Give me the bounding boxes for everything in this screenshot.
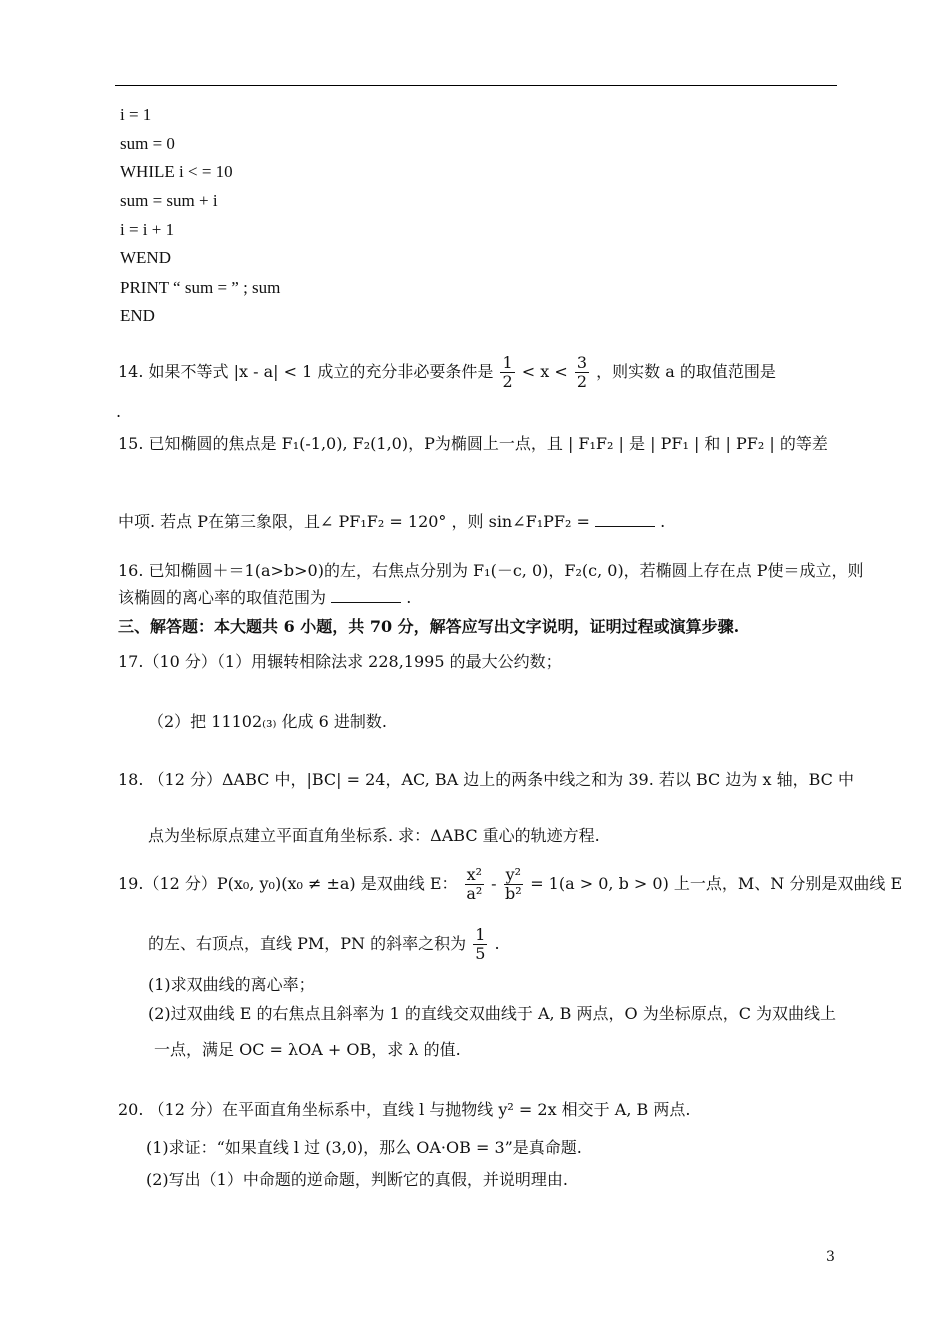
fraction-one-half: $\frac{1}{2}$	[502, 353, 513, 391]
question-19-line2	[148, 924, 500, 964]
q14-suffix: ，则实数 a 的取值范围是	[596, 362, 776, 381]
q15-line2-text: 中项. 若点 P在第三象限，且∠ PF₁F₂ = 120° ，则 sin∠F₁PF₂ =	[118, 512, 590, 531]
fraction-one-fifth: $\frac{1}{5}$	[475, 925, 486, 963]
code-line: i = 1	[120, 105, 152, 124]
answer-blank	[331, 588, 401, 603]
question-20-line1: 20. （12 分）在平面直角坐标系中，直线 l 与抛物线 y² = 2x 相交于 A, B 两点.	[118, 1100, 691, 1119]
page-number: 3	[826, 1249, 835, 1265]
answer-blank	[595, 516, 655, 527]
question-16-line1: 16. 已知椭圆＋＝1(a>b>0)的左，右焦点分别为 F₁(－c, 0)，F₂(c, 0)，若椭圆上存在点 P使＝成立，则	[118, 561, 864, 580]
q14-inequality: < x <	[521, 362, 568, 381]
top-rule	[115, 85, 837, 86]
fraction-x2-a2: $\frac{\text{x²}}{\text{a²}}$	[466, 865, 483, 903]
code-line: WHILE i < = 10	[120, 162, 233, 181]
fraction-three-halves: $\frac{3}{2}$	[576, 353, 588, 391]
q14-prefix: 14. 如果不等式 |x - a| < 1 成立的充分非必要条件是	[118, 362, 494, 381]
q19-line1-end: = 1(a > 0, b > 0) 上一点，M、N 分别是双曲线 E	[530, 874, 903, 893]
question-17-line2: （2）把 11102₍₃₎ 化成 6 进制数.	[148, 712, 387, 731]
q19-line1-start: 19.（12 分）P(x₀, y₀)(x₀ ≠ ±a) 是双曲线 E：	[118, 874, 458, 893]
code-line: PRINT “ sum = ” ; sum	[120, 278, 281, 297]
code-line: WEND	[120, 248, 171, 267]
question-19-part1: (1)求双曲线的离心率；	[148, 975, 315, 994]
question-19-part2-line2: 一点，满足 OC = λOA + OB，求 λ 的值.	[154, 1040, 461, 1059]
question-19-part2-line1: (2)过双曲线 E 的右焦点且斜率为 1 的直线交双曲线于 A, B 两点，O 为坐标原点，C 为双曲线上	[148, 1004, 837, 1023]
q14-tail: .	[116, 402, 122, 421]
question-16-line2	[118, 588, 411, 608]
question-20-part2: (2)写出（1）中命题的逆命题，判断它的真假，并说明理由.	[146, 1170, 568, 1189]
section-heading: 三、解答题：本大题共 6 小题，共 70 分，解答应写出文字说明，证明过程或演算步骤.	[118, 617, 740, 636]
code-line: END	[120, 306, 155, 325]
question-18-line2: 点为坐标原点建立平面直角坐标系. 求：ΔABC 重心的轨迹方程.	[148, 826, 600, 845]
q15-line2-end: .	[660, 512, 666, 531]
code-line: sum = sum + i	[120, 191, 218, 210]
question-15-line2	[118, 512, 665, 532]
code-line: sum = 0	[120, 134, 175, 153]
question-20-part1: (1)求证：“如果直线 l 过 (3,0)，那么 OA·OB = 3”是真命题.	[146, 1138, 582, 1157]
question-14	[118, 353, 776, 391]
q16-line2-text: 该椭圆的离心率的取值范围为	[118, 588, 327, 607]
question-18-line1: 18. （12 分）ΔABC 中，|BC| = 24，AC, BA 边上的两条中线之和为 39. 若以 BC 边为 x 轴，BC 中	[118, 770, 854, 789]
minus-sign: -	[491, 874, 497, 893]
q16-line2-end: .	[406, 588, 412, 607]
question-17-line1: 17.（10 分）（1）用辗转相除法求 228,1995 的最大公约数；	[118, 652, 562, 671]
q19-line2-end: .	[494, 934, 500, 953]
q19-line2-start: 的左、右顶点，直线 PM，PN 的斜率之积为	[148, 934, 467, 953]
question-19-line1	[118, 864, 902, 904]
fraction-y2-b2: $\frac{\text{y²}}{\text{b²}}$	[505, 865, 522, 903]
question-15-line1: 15. 已知椭圆的焦点是 F₁(-1,0), F₂(1,0)，P为椭圆上一点，且 | F₁F₂ | 是 | PF₁ | 和 | PF₂ | 的等差	[118, 434, 828, 453]
code-line: i = i + 1	[120, 220, 175, 239]
